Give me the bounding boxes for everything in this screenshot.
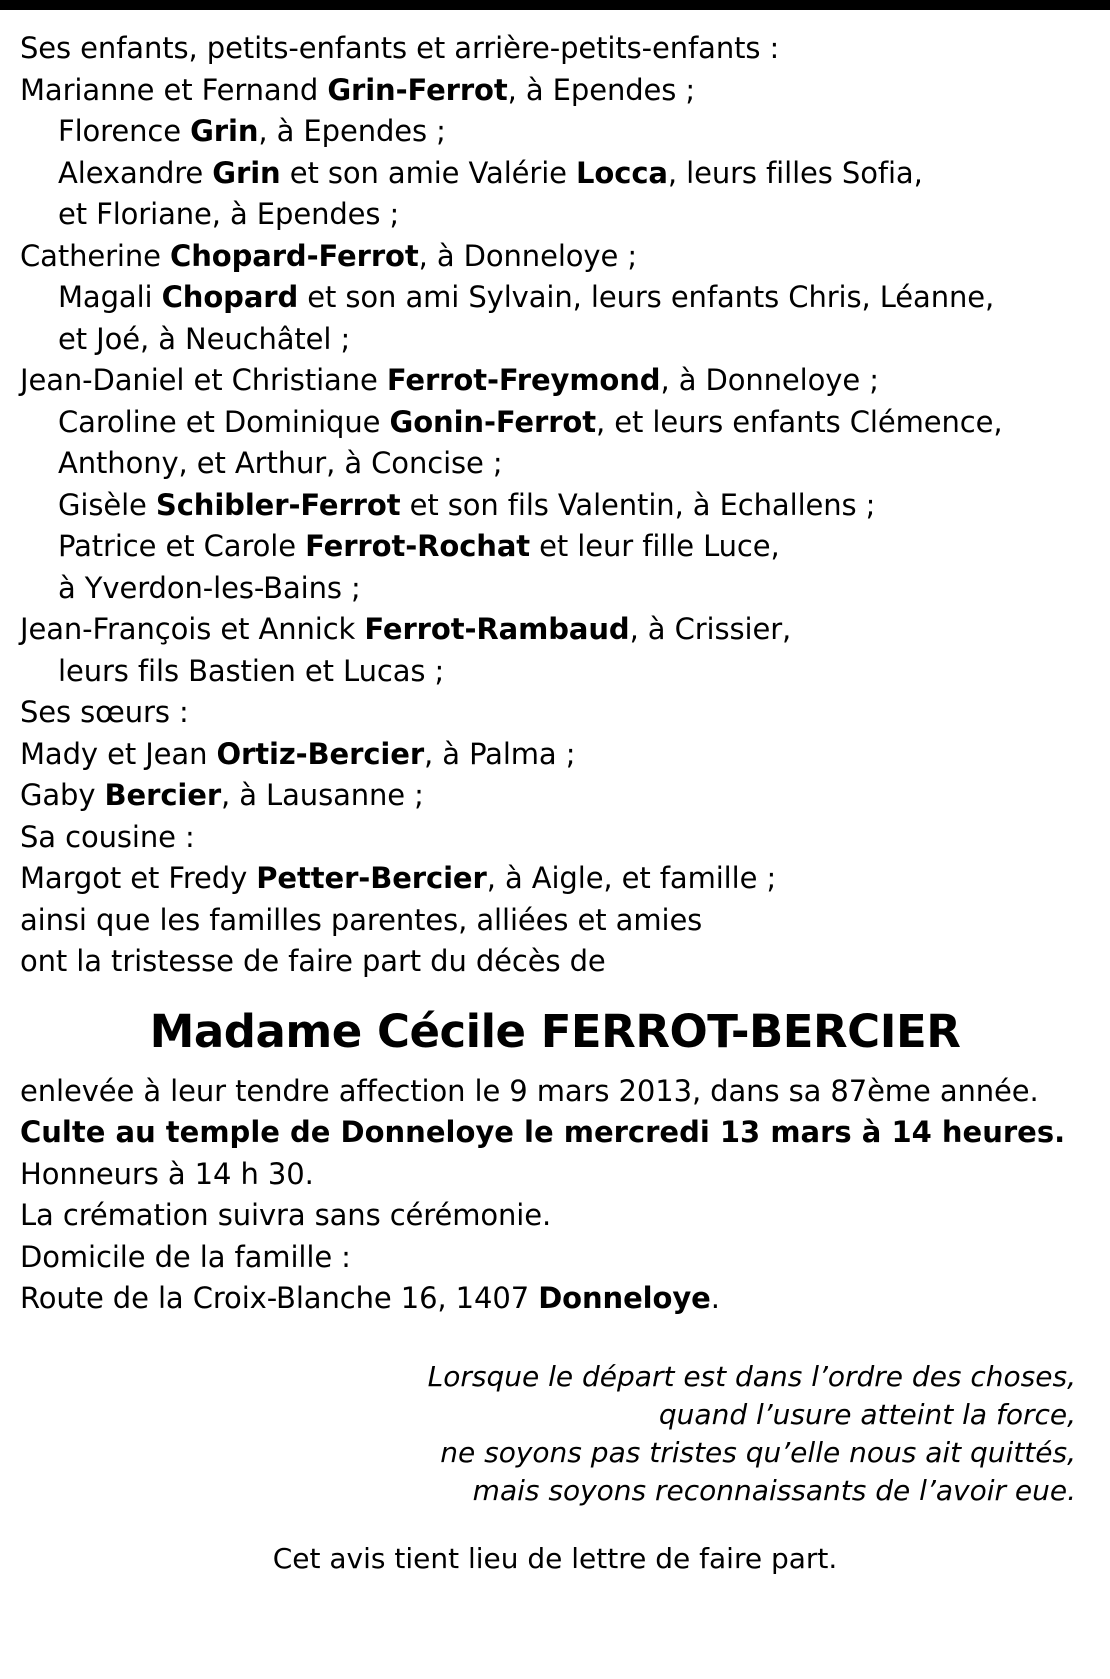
- text-segment: Sa cousine :: [20, 819, 195, 854]
- family-name: Culte au temple de Donneloye le mercredi 13 mars à 14 heures.: [20, 1115, 1066, 1149]
- family-name: Locca: [576, 155, 668, 190]
- text-segment: La crémation suivra sans cérémonie.: [20, 1198, 552, 1232]
- notice-line: [20, 734, 1090, 776]
- notice-line: [20, 1071, 1090, 1113]
- text-segment: enlevée à leur tendre affection le 9 mars 2013, dans sa 87ème année.: [20, 1073, 1039, 1108]
- family-name: Gonin-Ferrot: [389, 404, 596, 439]
- notice-line: [20, 319, 1090, 361]
- text-segment: , à Ependes ;: [507, 72, 696, 107]
- text-segment: Anthony, et Arthur, à Concise ;: [58, 446, 503, 480]
- poem-line: quand l’usure atteint la force,: [658, 1397, 1076, 1431]
- text-segment: , à Palma ;: [424, 736, 576, 771]
- text-segment: Caroline et Dominique: [58, 404, 390, 439]
- text-segment: Route de la Croix-Blanche 16, 1407: [20, 1281, 539, 1315]
- family-name: Grin: [190, 114, 259, 148]
- notice-line: [20, 360, 1090, 402]
- text-segment: , et leurs enfants Clémence,: [596, 404, 1003, 439]
- poem-line: Lorsque le départ est dans l’ordre des choses,: [427, 1359, 1076, 1393]
- family-name: Donneloye: [538, 1281, 711, 1315]
- text-segment: Gaby: [20, 778, 105, 812]
- notice-line: [20, 941, 1090, 983]
- text-segment: Jean-François et Annick: [20, 612, 365, 646]
- notice-line: [20, 609, 1090, 651]
- notice-line: [20, 526, 1090, 568]
- notice-line: [20, 277, 1090, 319]
- family-intro-block: [20, 28, 1090, 983]
- notice-line: [20, 1112, 1090, 1154]
- family-name: Bercier: [104, 778, 222, 812]
- deceased-name: Madame Cécile FERROT-BERCIER: [149, 1004, 961, 1058]
- text-segment: , à Donneloye ;: [660, 363, 879, 397]
- text-segment: Jean-Daniel et Christiane: [20, 363, 387, 397]
- notice-line: [20, 1237, 1090, 1279]
- text-segment: et son amie Valérie: [280, 155, 577, 190]
- poem-line: ne soyons pas tristes qu’elle nous ait quittés,: [440, 1435, 1076, 1469]
- text-segment: Marianne et Fernand: [20, 72, 328, 107]
- text-segment: et son ami Sylvain, leurs enfants Chris, Léanne,: [298, 280, 995, 314]
- text-segment: , à Crissier,: [629, 612, 792, 646]
- notice-line: [20, 568, 1090, 610]
- notice-line: [20, 194, 1090, 236]
- text-segment: Margot et Fredy: [20, 861, 257, 895]
- notice-line: [20, 443, 1090, 485]
- notice-line: [20, 900, 1090, 942]
- funeral-details-block: [20, 1071, 1090, 1320]
- memorial-poem: [20, 1358, 1090, 1510]
- text-segment: , leurs filles Sofia,: [667, 155, 923, 190]
- text-segment: ainsi que les familles parentes, alliées et amies: [20, 902, 703, 937]
- notice-line: [20, 402, 1090, 444]
- notice-line: [20, 485, 1090, 527]
- notice-line: [20, 858, 1090, 900]
- text-segment: ont la tristesse de faire part du décès de: [20, 944, 606, 978]
- text-segment: Florence: [58, 114, 191, 148]
- family-name: Chopard-Ferrot: [170, 238, 419, 273]
- text-segment: .: [710, 1281, 720, 1315]
- family-name: Ferrot-Freymond: [386, 363, 661, 397]
- notice-line: [20, 28, 1090, 70]
- text-segment: Mady et Jean: [20, 736, 217, 771]
- text-segment: et Floriane, à Ependes ;: [58, 197, 400, 231]
- family-name: Schibler-Ferrot: [155, 487, 401, 522]
- family-name: Ortiz-Bercier: [216, 736, 425, 771]
- family-name: Grin: [212, 155, 281, 190]
- text-segment: Domicile de la famille :: [20, 1239, 351, 1274]
- notice-line: [20, 651, 1090, 693]
- text-segment: Ses enfants, petits-enfants et arrière-petits-enfants :: [20, 31, 780, 65]
- text-segment: Alexandre: [58, 155, 213, 190]
- notice-content: [20, 28, 1090, 1578]
- notice-line: [20, 70, 1090, 112]
- notice-line: [20, 236, 1090, 278]
- text-segment: Magali: [58, 280, 162, 314]
- text-segment: , à Donneloye ;: [418, 238, 638, 273]
- text-segment: Honneurs à 14 h 30.: [20, 1156, 314, 1191]
- notice-line: [20, 153, 1090, 195]
- notice-line: [20, 692, 1090, 734]
- text-segment: à Yverdon-les-Bains ;: [58, 570, 361, 605]
- notice-footer: Cet avis tient lieu de lettre de faire part.: [272, 1541, 838, 1575]
- text-segment: , à Lausanne ;: [221, 778, 424, 812]
- poem-line: mais soyons reconnaissants de l’avoir eue.: [472, 1473, 1076, 1507]
- notice-line: [20, 775, 1090, 817]
- family-name: Chopard: [161, 280, 299, 314]
- text-segment: Catherine: [20, 238, 171, 273]
- family-name: Ferrot-Rochat: [305, 529, 531, 563]
- notice-line: [20, 1195, 1090, 1237]
- notice-line: [20, 1278, 1090, 1320]
- text-segment: et Joé, à Neuchâtel ;: [58, 321, 351, 356]
- text-segment: Gisèle: [58, 487, 156, 522]
- notice-line: [20, 111, 1090, 153]
- text-segment: Ses sœurs :: [20, 695, 189, 729]
- text-segment: Patrice et Carole: [58, 529, 306, 563]
- notice-line: [20, 1154, 1090, 1196]
- text-segment: , à Aigle, et famille ;: [486, 861, 777, 895]
- notice-line: [20, 817, 1090, 859]
- family-name: Petter-Bercier: [256, 861, 487, 895]
- text-segment: , à Ependes ;: [258, 114, 446, 148]
- family-name: Grin-Ferrot: [327, 72, 508, 107]
- text-segment: et leur fille Luce,: [530, 529, 780, 563]
- top-border-rule: [0, 0, 1110, 10]
- family-name: Ferrot-Rambaud: [364, 612, 630, 646]
- text-segment: leurs fils Bastien et Lucas ;: [58, 653, 445, 688]
- text-segment: et son fils Valentin, à Echallens ;: [400, 487, 876, 522]
